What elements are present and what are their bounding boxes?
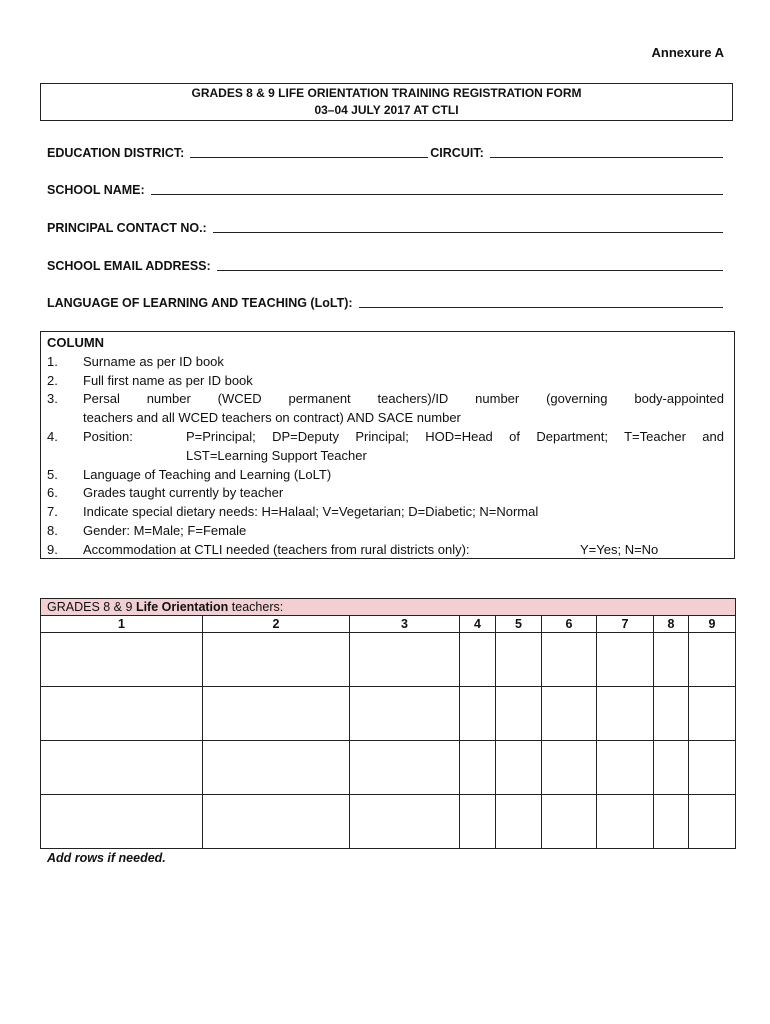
column-header: 2: [203, 616, 350, 633]
table-cell[interactable]: [350, 687, 460, 741]
legend-item-3: 3. Persal number (WCED permanent teachers)/ID number (governing body-appointed teachers and all WCED teachers on contract) AND SACE number: [47, 391, 724, 426]
circuit-input-line[interactable]: [490, 146, 723, 158]
table-cell[interactable]: [460, 687, 496, 741]
school-name-row: [47, 181, 723, 197]
column-header: 3: [350, 616, 460, 633]
table-cell[interactable]: [496, 633, 542, 687]
lolt-label: LANGUAGE OF LEARNING AND TEACHING (LoLT):: [47, 296, 353, 310]
education-district-label: EDUCATION DISTRICT:: [47, 146, 185, 160]
principal-contact-row: [47, 219, 723, 235]
table-row: [41, 687, 736, 741]
legend-item-6: 6. Grades taught currently by teacher: [47, 485, 284, 501]
table-cell[interactable]: [689, 633, 736, 687]
table-cell[interactable]: [689, 687, 736, 741]
column-header: 5: [496, 616, 542, 633]
table-cell[interactable]: [689, 741, 736, 795]
school-email-label: SCHOOL EMAIL ADDRESS:: [47, 259, 211, 273]
legend-item-2: 2. Full first name as per ID book: [47, 372, 253, 388]
table-cell[interactable]: [460, 741, 496, 795]
table-cell[interactable]: [542, 633, 597, 687]
school-email-row: [47, 257, 723, 273]
table-cell[interactable]: [203, 741, 350, 795]
school-email-input-line[interactable]: [217, 259, 723, 271]
table-cell[interactable]: [597, 687, 654, 741]
school-name-input-line[interactable]: [151, 183, 723, 195]
table-cell[interactable]: [654, 687, 689, 741]
form-title: GRADES 8 & 9 LIFE ORIENTATION TRAINING REGISTRATION FORM: [191, 86, 582, 100]
table-row: [41, 795, 736, 849]
table-cell[interactable]: [597, 741, 654, 795]
table-cell[interactable]: [496, 795, 542, 849]
table-cell[interactable]: [203, 687, 350, 741]
legend-item-7: 7. Indicate special dietary needs: H=Halaal; V=Vegetarian; D=Diabetic; N=Normal: [47, 504, 539, 520]
column-header: 8: [654, 616, 689, 633]
column-header: 4: [460, 616, 496, 633]
table-cell[interactable]: [597, 633, 654, 687]
table-cell[interactable]: [350, 741, 460, 795]
table-cell[interactable]: [350, 633, 460, 687]
lolt-row: [47, 294, 723, 310]
district-circuit-row: [47, 144, 723, 160]
table-row: [41, 633, 736, 687]
table-cell[interactable]: [41, 633, 203, 687]
column-header: 6: [542, 616, 597, 633]
legend-item-1: 1. Surname as per ID book: [47, 353, 224, 369]
table-cell[interactable]: [542, 687, 597, 741]
lolt-input-line[interactable]: [359, 296, 723, 308]
column-header: 9: [689, 616, 736, 633]
form-title-box: [40, 83, 733, 121]
column-legend-box: [40, 331, 735, 559]
table-cell[interactable]: [654, 795, 689, 849]
teachers-table: [40, 598, 736, 849]
teachers-table-wrap: [40, 598, 735, 849]
education-district-input-line[interactable]: [190, 146, 428, 158]
principal-contact-label: PRINCIPAL CONTACT NO.:: [47, 221, 207, 235]
table-cell[interactable]: [496, 741, 542, 795]
legend-item-4: 4. Position: P=Principal; DP=Deputy Principal; HOD=Head of Department; T=Teacher and LST=Learning Support Teacher: [47, 428, 724, 463]
legend-item-8: 8. Gender: M=Male; F=Female: [47, 522, 247, 538]
table-cell[interactable]: [542, 795, 597, 849]
circuit-label: CIRCUIT:: [430, 146, 484, 160]
table-cell[interactable]: [496, 687, 542, 741]
school-name-label: SCHOOL NAME:: [47, 183, 145, 197]
table-cell[interactable]: [41, 687, 203, 741]
table-cell[interactable]: [41, 741, 203, 795]
table-caption: GRADES 8 & 9 Life Orientation teachers:: [41, 599, 736, 616]
table-cell[interactable]: [654, 633, 689, 687]
table-cell[interactable]: [460, 633, 496, 687]
annexure-label: Annexure A: [651, 45, 724, 60]
table-cell[interactable]: [203, 633, 350, 687]
table-cell[interactable]: [597, 795, 654, 849]
table-cell[interactable]: [460, 795, 496, 849]
legend-item-9: 9. Accommodation at CTLI needed (teachers from rural districts only): Y=Yes; N=No: [47, 541, 659, 557]
legend-item-5: 5. Language of Teaching and Learning (LoLT): [47, 466, 332, 482]
table-header-row: [41, 616, 736, 633]
table-cell[interactable]: [689, 795, 736, 849]
table-cell[interactable]: [542, 741, 597, 795]
principal-contact-input-line[interactable]: [213, 221, 723, 233]
column-header: 1: [41, 616, 203, 633]
table-row: [41, 741, 736, 795]
add-rows-note: Add rows if needed.: [47, 851, 166, 865]
table-cell[interactable]: [41, 795, 203, 849]
table-cell[interactable]: [654, 741, 689, 795]
form-date-venue: 03–04 JULY 2017 AT CTLI: [314, 103, 459, 117]
table-cell[interactable]: [350, 795, 460, 849]
column-header: 7: [597, 616, 654, 633]
table-cell[interactable]: [203, 795, 350, 849]
legend-header: COLUMN: [47, 335, 105, 350]
